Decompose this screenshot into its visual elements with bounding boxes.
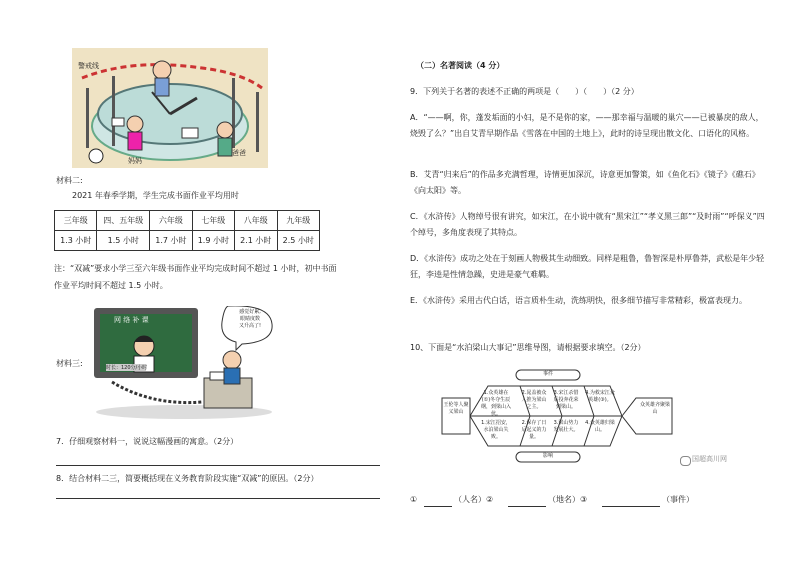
mindmap-bottom-label: 影响 xyxy=(542,453,553,459)
table-cell: 2.1 小时 xyxy=(235,231,277,251)
table-header-row xyxy=(55,211,320,231)
question-9: 9．下列关于名著的表述不正确的两项是（ ）（ ）（2 分） xyxy=(410,87,639,96)
table-cell: 八年级 xyxy=(235,211,277,231)
option-a: A．“——啊，你，蓬发垢面的小妇，是不是你的家，——那幸福与温暖的巢穴——已被暴戾的敌人，烧毁了么？”出自艾青早期作品《雪落在中国的土地上》，此时的诗呈现出散文化、口语化的风格。 xyxy=(410,113,764,138)
option-c: C．《水浒传》人物绰号很有讲究，如宋江，在小说中就有“黑宋江”“孝义黑三郎”“及时雨”“呼保义”四个绰号，多角度表现了其特点。 xyxy=(410,212,765,237)
mindmap-top-label: 事件 xyxy=(542,371,553,377)
table-cell: 1.9 小时 xyxy=(192,231,234,251)
table-cell: 1.7 小时 xyxy=(150,231,192,251)
blackboard-title: 网 络 补 课 xyxy=(114,316,149,324)
option-e: E．《水浒传》采用古代白话，语言质朴生动，洗练明快，很多细节描写非常精彩，极富表现力。 xyxy=(410,296,748,305)
material-2-label: 材料二: xyxy=(56,176,83,185)
blank-2[interactable] xyxy=(508,506,546,507)
question-7: 7．仔细观察材料一，说说这幅漫画的寓意。（2分） xyxy=(56,437,239,446)
note-line-1: 注：“双减”要求小学三至六年级书面作业平均完成时间不超过 1 小时，初中书面 xyxy=(54,264,337,273)
screen-duration: 时长：120分/小时 xyxy=(106,365,148,371)
homework-time-table xyxy=(54,210,320,251)
mind-map-diagram xyxy=(440,368,680,466)
table-cell: 六年级 xyxy=(150,211,192,231)
mindmap-effect-3: 3.梁山势力发展壮大。 xyxy=(553,420,579,433)
table-row xyxy=(55,231,320,251)
label-warning-line: 警戒线 xyxy=(78,62,99,70)
mindmap-end-node: 众英雄齐聚梁山 xyxy=(639,402,670,415)
table-cell: 四、五年级 xyxy=(97,211,150,231)
mindmap-effect-2: 2.保存了日后起义的力量。 xyxy=(521,420,547,440)
note-line-2: 作业平均时间不超过 1.5 小时。 xyxy=(54,281,168,290)
table-cell: 2.5 小时 xyxy=(277,231,320,251)
blank-2-hint: （地名）③ xyxy=(548,495,588,504)
table-cell: 三年级 xyxy=(55,211,97,231)
mindmap-event-2: 2.晁盖被众人推为梁山之主。 xyxy=(521,390,547,410)
option-d: D．《水浒传》成功之处在于刻画人物极其生动细致。同样是粗鲁，鲁智深是朴厚鲁莽，武松是年少轻狂，李逵是性情急躁，史进是豪气难羁。 xyxy=(410,254,765,279)
label-dad: 爸爸 xyxy=(232,149,246,157)
mindmap-event-4: 4.为救宋江众英雄(③)。 xyxy=(585,390,615,403)
section-heading: （二）名著阅读（4 分） xyxy=(416,61,505,70)
question-8: 8．结合材料二三，简要概括现在义务教育阶段实施“双减”的原因。（2分） xyxy=(56,474,319,483)
question-10: 10、下面是“水泊梁山大事记”思维导图，请根据要求填空。（2分） xyxy=(410,343,646,352)
answer-line-7[interactable] xyxy=(56,465,380,466)
mindmap-event-3: 3.宋江杀惜后投奔花荣到梁山。 xyxy=(553,390,579,410)
mindmap-start-node: 王伦等人聚义梁山 xyxy=(443,402,469,415)
table-cell: 九年级 xyxy=(277,211,320,231)
speech-bubble: 感觉好累, 眼睛度数 又升高了! xyxy=(238,309,261,329)
mindmap-effect-1: 1.宋江招安，水泊梁山失败。 xyxy=(481,420,511,440)
material-3-label: 材料三: xyxy=(56,359,83,368)
blank-1[interactable] xyxy=(424,506,452,507)
material-2-intro: 2021 年春季学期，学生完成书面作业平均用时 xyxy=(72,191,239,200)
blank-1-hint: （人名）② xyxy=(454,495,494,504)
watermark-icon xyxy=(680,456,691,466)
blank-1-marker: ① xyxy=(410,495,418,504)
option-b: B．艾青“归来后”的作品多充满哲理，诗情更加深沉，诗意更加警策，如《鱼化石》《镜子》《礁石》《向太阳》等。 xyxy=(410,170,760,195)
answer-line-8[interactable] xyxy=(56,498,380,499)
watermark-text: 国超高川网 xyxy=(692,455,727,463)
blank-3-hint: （事件） xyxy=(662,495,694,504)
label-mom: 妈妈 xyxy=(128,157,142,165)
mindmap-event-1: 1.众英雄在(①)冬夺生辰纲，到梁山入伙。 xyxy=(480,390,511,417)
blank-3[interactable] xyxy=(602,506,660,507)
mindmap-effect-4: 4.众英雄归梁山。 xyxy=(585,420,615,433)
table-cell: 1.3 小时 xyxy=(55,231,97,251)
table-cell: 1.5 小时 xyxy=(97,231,150,251)
table-cell: 七年级 xyxy=(192,211,234,231)
